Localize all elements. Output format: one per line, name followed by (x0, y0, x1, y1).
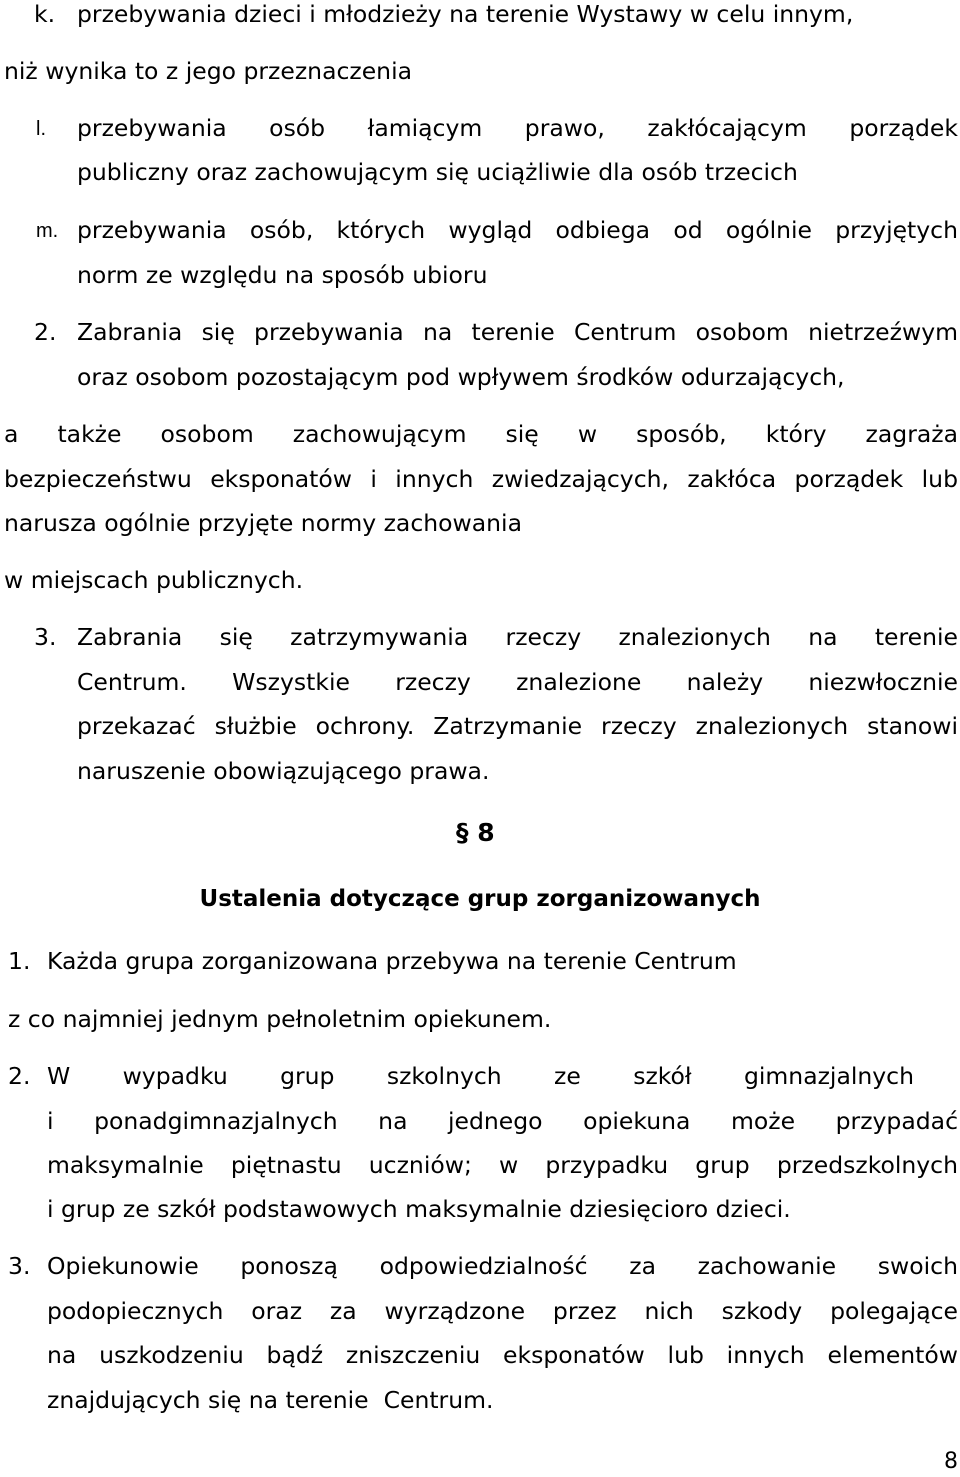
item-marker: m. (36, 220, 59, 242)
point-text: oraz osobom pozostającym pod wpływem środków odurzających, (77, 363, 845, 391)
point-marker: 3. (8, 1252, 31, 1280)
section-heading: Ustalenia dotyczące grup zorganizowanych (199, 886, 761, 912)
item-marker: k. (34, 0, 56, 28)
point-text: maksymalnie piętnastu uczniów; w przypadku grup przedszkolnych (47, 1151, 958, 1179)
point-text: a także osobom zachowującym się w sposób, który zagraża (4, 420, 958, 448)
point-text: Zabrania się przebywania na terenie Centrum osobom nietrzeźwym (77, 318, 958, 346)
point-text: z co najmniej jednym pełnoletnim opiekunem. (8, 1005, 552, 1033)
point-text: naruszenie obowiązującego prawa. (77, 757, 490, 785)
point-text: na uszkodzeniu bądź zniszczeniu eksponatów lub innych elementów (47, 1341, 958, 1369)
point-marker: 2. (34, 318, 57, 346)
point-text: W wypadku grup szkolnych ze szkół gimnazjalnych (47, 1062, 914, 1090)
point-text: i ponadgimnazjalnych na jednego opiekuna może przypadać (47, 1107, 958, 1135)
point-text: znajdujących się na terenie Centrum. (47, 1386, 494, 1414)
point-marker: 1. (8, 947, 31, 975)
point-text: narusza ogólnie przyjęte normy zachowania (4, 509, 522, 537)
item-text: przebywania dzieci i młodzieży na terenie Wystawy w celu innym, (77, 0, 854, 28)
point-text: bezpieczeństwu eksponatów i innych zwiedzających, zakłóca porządek lub (4, 465, 958, 493)
point-text: Centrum. Wszystkie rzeczy znalezione należy niezwłocznie (77, 668, 958, 696)
item-marker: l. (36, 118, 46, 140)
point-text: Opiekunowie ponoszą odpowiedzialność za zachowanie swoich (47, 1252, 958, 1280)
point-text: Każda grupa zorganizowana przebywa na terenie Centrum (47, 947, 737, 975)
point-text: i grup ze szkół podstawowych maksymalnie dziesięcioro dzieci. (47, 1195, 791, 1223)
point-text: w miejscach publicznych. (4, 566, 304, 594)
point-text: podopiecznych oraz za wyrządzone przez nich szkody polegające (47, 1297, 958, 1325)
item-text: publiczny oraz zachowującym się uciążliwie dla osób trzecich (77, 158, 798, 186)
item-text: przebywania osób, których wygląd odbiega od ogólnie przyjętych (77, 216, 958, 244)
section-symbol: § 8 (456, 818, 495, 847)
point-marker: 2. (8, 1062, 31, 1090)
point-text: Zabrania się zatrzymywania rzeczy znalezionych na terenie (77, 623, 958, 651)
item-text: norm ze względu na sposób ubioru (77, 261, 488, 289)
item-text: niż wynika to z jego przeznaczenia (4, 57, 413, 85)
page-number: 8 (944, 1449, 958, 1474)
item-text: przebywania osób łamiącym prawo, zakłócającym porządek (77, 114, 958, 142)
point-text: przekazać służbie ochrony. Zatrzymanie rzeczy znalezionych stanowi (77, 712, 958, 740)
point-marker: 3. (34, 623, 57, 651)
